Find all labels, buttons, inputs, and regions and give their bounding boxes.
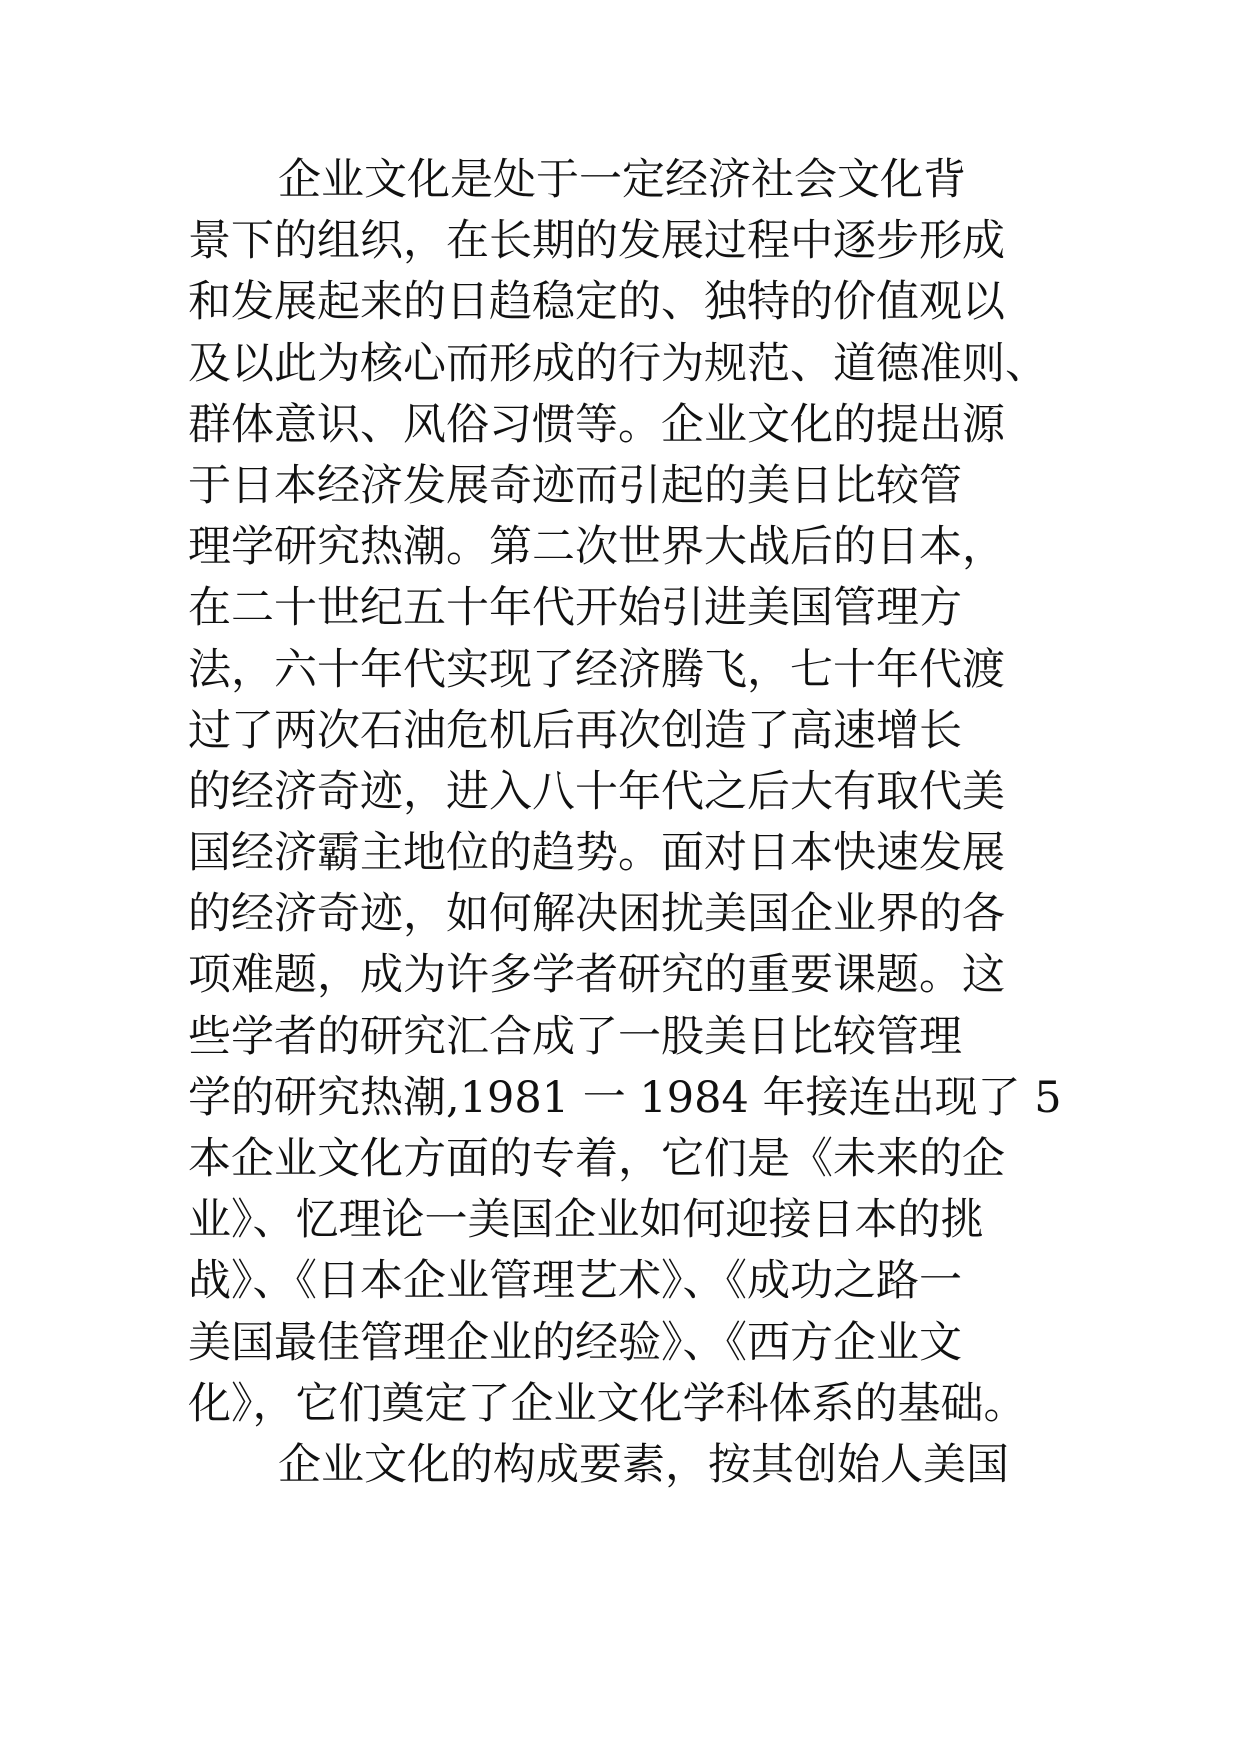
paragraph-1-line-8: 在二十世纪五十年代开始引进美国管理方 [188, 583, 962, 634]
paragraph-1-line-18: 业》、忆理论一美国企业如何迎接日本的挑 [188, 1195, 984, 1246]
paragraph-1-line-9: 法，六十年代实现了经济腾飞，七十年代渡 [188, 644, 1005, 695]
paragraph-1-line-15: 些学者的研究汇合成了一股美日比较管理 [188, 1011, 962, 1062]
paragraph-1-line-7: 理学研究热潮。第二次世界大战后的日本， [188, 522, 1005, 573]
paragraph-1-line-4: 及以此为核心而形成的行为规范、道德准则、 [188, 338, 1048, 389]
paragraph-1-line-13: 的经济奇迹，如何解决困扰美国企业界的各 [188, 889, 1005, 940]
paragraph-1-line-21: 化》，它们奠定了企业文化学科体系的基础。 [188, 1378, 1027, 1429]
paragraph-1-line-20: 美国最佳管理企业的经验》、《西方企业文 [188, 1317, 962, 1368]
paragraph-1-line-19: 战》、《日本企业管理艺术》、《成功之路一 [188, 1256, 962, 1307]
paragraph-1-line-6: 于日本经济发展奇迹而引起的美日比较管 [188, 460, 962, 511]
paragraph-1-line-14: 项难题，成为许多学者研究的重要课题。这 [188, 950, 1005, 1001]
body-text [188, 150, 1068, 1496]
paragraph-1-line-1: 企业文化是处于一定经济社会文化背 [278, 155, 966, 205]
paragraph-1-line-12: 国经济霸主地位的趋势。面对日本快速发展 [188, 828, 1005, 879]
paragraph-1-line-11: 的经济奇迹，进入八十年代之后大有取代美 [188, 766, 1005, 817]
paragraph-2-line-1: 企业文化的构成要素，按其创始人美国 [278, 1439, 1009, 1490]
paragraph-1-line-2: 景下的组织，在长期的发展过程中逐步形成 [188, 216, 1005, 267]
paragraph-1-line-3: 和发展起来的日趋稳定的、独特的价值观以 [188, 277, 1005, 328]
paragraph-1-line-5: 群体意识、风俗习惯等。企业文化的提出源 [188, 399, 1005, 450]
paragraph-1-line-16: 学的研究热潮,1981 一 1984 年接连出现了 5 [188, 1072, 1062, 1123]
paragraph-1-line-10: 过了两次石油危机后再次创造了高速增长 [188, 705, 962, 756]
paragraph-1-line-17: 本企业文化方面的专着，它们是《未来的企 [188, 1134, 1005, 1184]
